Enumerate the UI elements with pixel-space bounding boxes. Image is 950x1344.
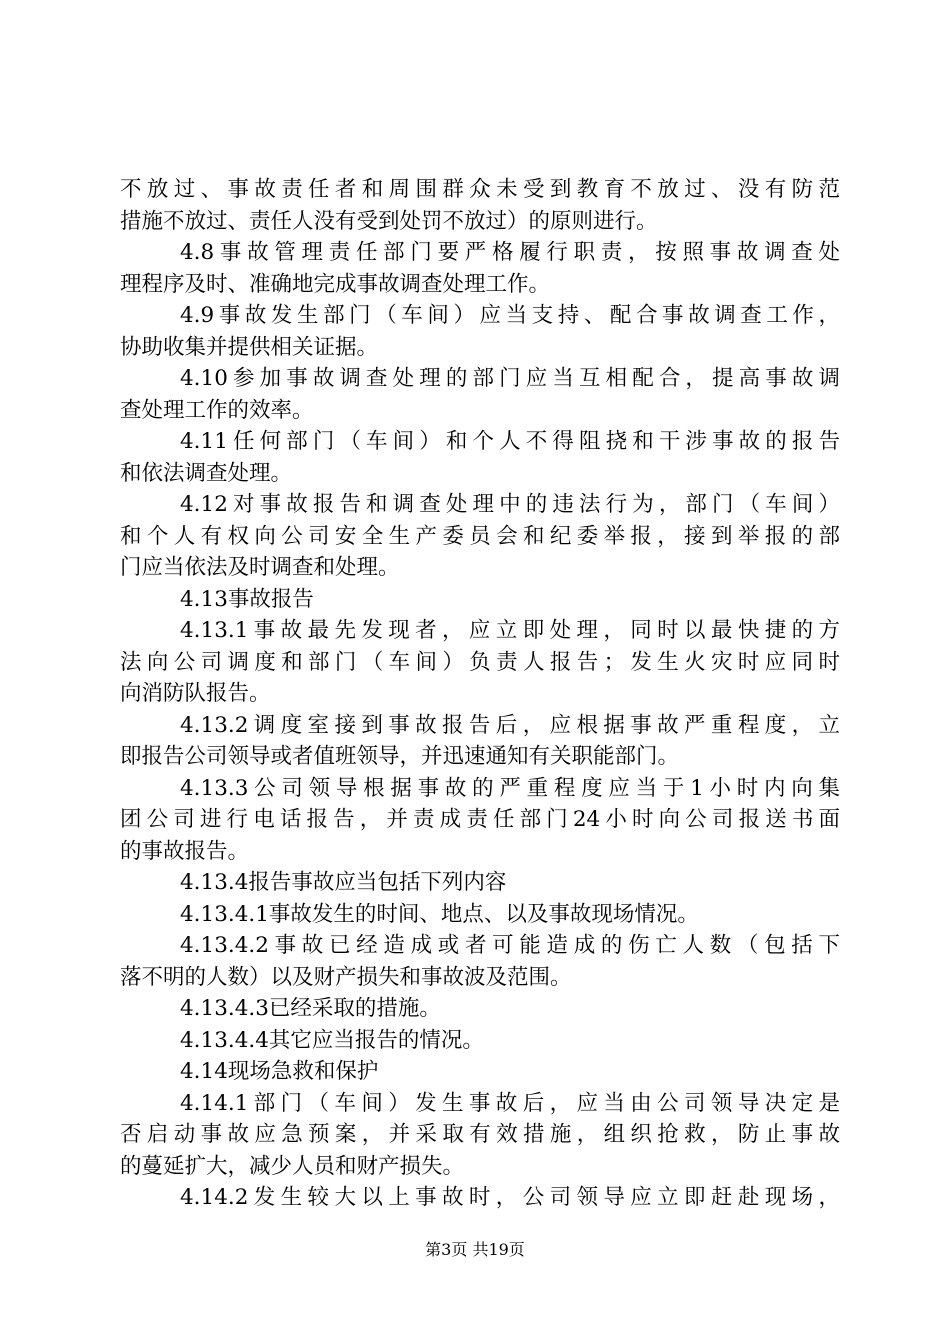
page-number-label: 第3页 共19页 — [425, 1240, 525, 1259]
text-line-28: 4.13.4.4其它应当报告的情况。 — [180, 1027, 484, 1053]
text-line-1: 不放过、事故责任者和周围群众未受到教育不放过、没有防范 — [120, 177, 840, 202]
document-body — [120, 174, 840, 1214]
text-line-17: 向消防队报告。 — [120, 681, 271, 706]
text-line-32: 的蔓延扩大，减少人员和财产损失。 — [120, 1153, 465, 1179]
text-line-19: 即报告公司领导或者值班领导，并迅速通知有关职能部门。 — [120, 744, 680, 769]
section-heading-4-13: 4.13事故报告 — [180, 586, 314, 612]
text-line-25: 4.13.4.2事故已经造成或者可能造成的伤亡人数（包括下 — [180, 933, 840, 958]
text-line-20: 4.13.3公司领导根据事故的严重程度应当于1小时内向集 — [180, 775, 840, 801]
text-line-11: 4.12对事故报告和调查处理中的违法行为，部门（车间） — [180, 492, 840, 517]
text-line-13: 门应当依法及时调查和处理。 — [120, 555, 400, 580]
text-line-4: 理程序及时、准确地完成事故调查处理工作。 — [120, 271, 551, 297]
text-line-7: 4.10参加事故调查处理的部门应当互相配合，提高事故调 — [180, 366, 840, 391]
text-line-31: 否启动事故应急预案，并采取有效措施，组织抢救，防止事故 — [120, 1122, 840, 1147]
text-line-10: 和依法调查处理。 — [120, 460, 293, 486]
text-line-16: 法向公司调度和部门（车间）负责人报告；发生火灾时应同时 — [120, 649, 840, 675]
text-line-33: 4.14.2发生较大以上事故时，公司领导应立即赶赴现场， — [180, 1185, 840, 1210]
text-line-23: 4.13.4报告事故应当包括下列内容 — [180, 870, 507, 895]
text-line-24: 4.13.4.1事故发生的时间、地点、以及事故现场情况。 — [180, 901, 699, 927]
text-line-30: 4.14.1部门（车间）发生事故后，应当由公司领导决定是 — [180, 1090, 840, 1116]
section-heading-4-14: 4.14现场急救和保护 — [180, 1059, 379, 1084]
text-line-27: 4.13.4.3已经采取的措施。 — [180, 996, 441, 1021]
text-line-9: 4.11任何部门（车间）和个人不得阻挠和干涉事故的报告 — [180, 429, 840, 454]
text-line-21: 团公司进行电话报告，并责成责任部门24小时向公司报送书面 — [120, 807, 840, 832]
text-line-22: 的事故报告。 — [120, 838, 250, 864]
text-line-15: 4.13.1事故最先发现者，应立即处理，同时以最快捷的方 — [180, 618, 840, 643]
text-line-8: 查处理工作的效率。 — [120, 397, 314, 423]
text-line-3: 4.8事故管理责任部门要严格履行职责，按照事故调查处 — [180, 240, 840, 265]
text-line-5: 4.9事故发生部门（车间）应当支持、配合事故调查工作， — [180, 303, 840, 328]
text-line-18: 4.13.2调度室接到事故报告后，应根据事故严重程度，立 — [180, 712, 840, 738]
page-footer — [0, 1240, 950, 1260]
text-line-2: 措施不放过、责任人没有受到处罚不放过）的原则进行。 — [120, 208, 658, 234]
text-line-6: 协助收集并提供相关证据。 — [120, 334, 379, 360]
text-line-12: 和个人有权向公司安全生产委员会和纪委举报，接到举报的部 — [120, 523, 840, 549]
text-line-26: 落不明的人数）以及财产损失和事故波及范围。 — [120, 964, 572, 990]
